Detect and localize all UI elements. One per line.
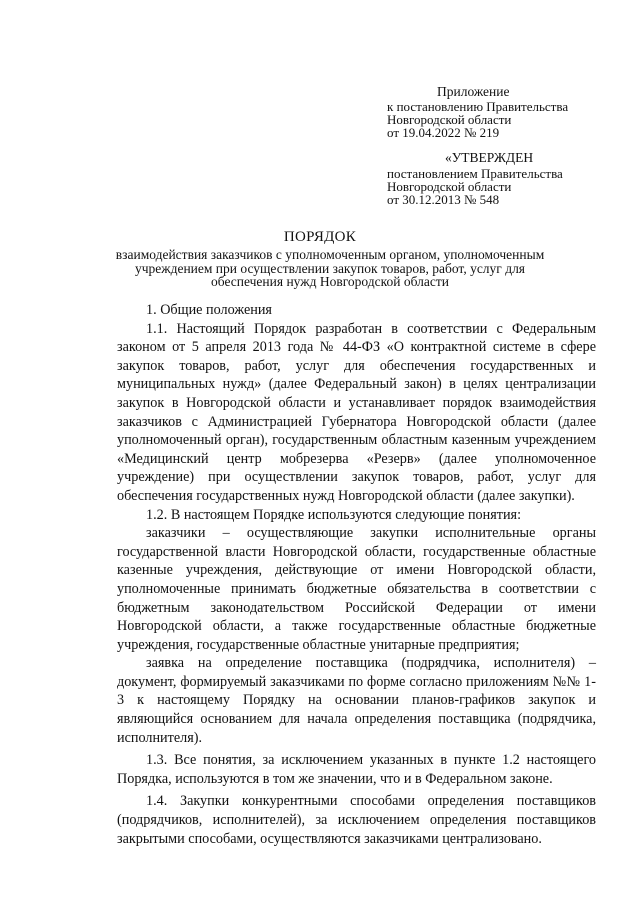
- definition-customers: заказчики – осуществляющие закупки исполнительные органы государственной власти Новгородской области, государственные областные казенные учреждения, действующие от имени Новгородской области, уполномоченные принимать бюджетные обязательства в соответствии с бюджетным законодательством Российской Федерации от имени Новгородской области, а также государственные областные бюджетные учреждения, государственные областные унитарные предприятия;: [117, 525, 596, 653]
- approved-reference: [387, 167, 627, 206]
- paragraph-1-1: 1.1. Настоящий Порядок разработан в соответствии с Федеральным законом от 5 апреля 2013 года № 44-ФЗ «О контрактной системе в сфере закупок товаров, работ, услуг для обеспечения государственных и муниципальных нужд» (далее Федеральный закон) в целях централизации закупок в Новгородской области и устанавливает порядок взаимодействия заказчиков с Администрацией Губернатора Новгородской области (далее уполномоченный орган), государственным областным казенным учреждением «Медицинский центр мобрезерва «Резерв» (далее уполномоченное учреждение) при осуществлении закупок товаров, работ, услуг для обеспечения государственных нужд Новгородской области (далее закупки).: [117, 320, 596, 504]
- section-heading: 1. Общие положения: [146, 302, 272, 318]
- approved-title: «УТВЕРЖДЕН: [445, 150, 534, 165]
- appendix-line: от 19.04.2022 № 219: [387, 125, 500, 140]
- document-subtitle: [100, 248, 560, 289]
- appendix-line: Новгородской области: [387, 112, 512, 127]
- approved-line: постановлением Правительства: [387, 166, 563, 181]
- appendix-line: к постановлению Правительства: [387, 99, 569, 114]
- subtitle-line: учреждением при осуществлении закупок товаров, работ, услуг для: [134, 260, 526, 276]
- paragraph-1-3: 1.3. Все понятия, за исключением указанных в пункте 1.2 настоящего Порядка, используются в том же значении, что и в Федеральном законе.: [117, 752, 596, 787]
- document-body: [117, 301, 596, 848]
- document-title: ПОРЯДОК: [283, 229, 357, 245]
- approved-line: от 30.12.2013 № 548: [387, 192, 500, 207]
- appendix-title: Приложение: [437, 84, 510, 99]
- subtitle-line: взаимодействия заказчиков с уполномоченным органом, уполномоченным: [115, 247, 545, 262]
- subtitle-line: обеспечения нужд Новгородской области: [211, 274, 449, 289]
- definition-application: заявка на определение поставщика (подрядчика, исполнителя) – документ, формируемый заказчиками по форме согласно приложениям №№ 1-3 к настоящему Порядку на основании планов-графиков закупок и являющийся основанием для начала определения поставщика (подрядчика, исполнителя).: [117, 655, 596, 746]
- paragraph-1-4: 1.4. Закупки конкурентными способами определения поставщиков (подрядчиков, исполнителей), за исключением определения поставщиков закрытыми способами, осуществляются заказчиками централизовано.: [117, 793, 596, 847]
- appendix-reference: [387, 100, 627, 139]
- paragraph-1-2: 1.2. В настоящем Порядке используются следующие понятия:: [146, 506, 522, 523]
- approved-line: Новгородской области: [387, 179, 512, 194]
